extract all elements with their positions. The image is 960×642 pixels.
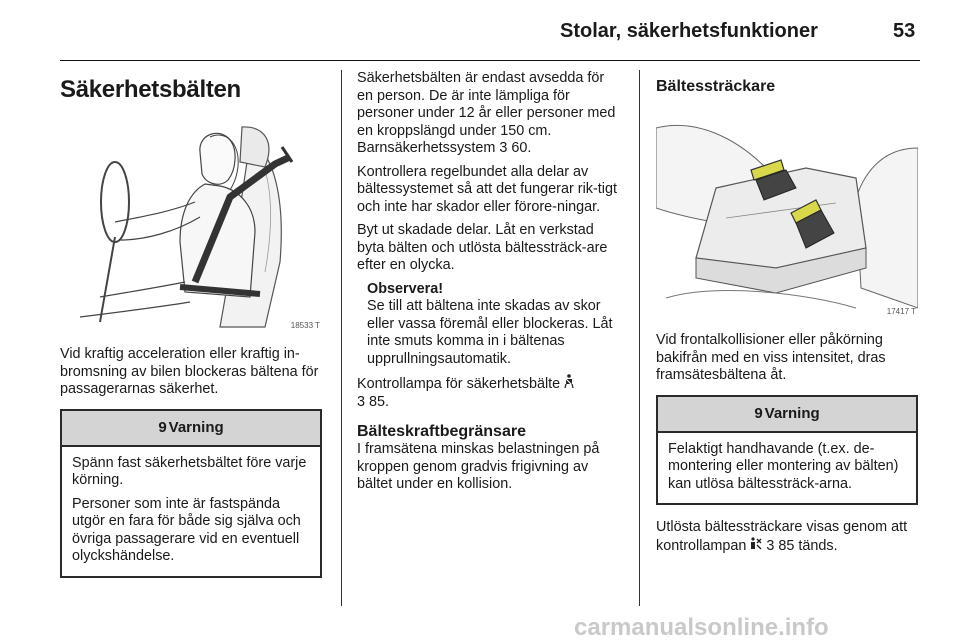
airbag-icon [750, 537, 762, 555]
column-divider-right [639, 70, 640, 606]
belt-buckles-image [656, 108, 918, 318]
warning-paragraph: Spänn fast säkerhetsbältet före varje körning. [72, 454, 307, 488]
body-paragraph [656, 519, 918, 555]
note-block [357, 281, 623, 369]
note-text: Se till att bältena inte skadas av skor eller vassa föremål eller blockeras. Låt inte smuts komma in i bältenas upprullningsautomatik. [367, 298, 613, 367]
warning-title: Varning [168, 418, 224, 436]
warning-body [62, 447, 320, 576]
warning-header [658, 397, 916, 433]
paragraph-text: Kontrollampa för säkerhetsbälte [357, 376, 561, 392]
page-reference: 3 60. [499, 140, 532, 156]
watermark: carmanualsonline.info [574, 614, 829, 641]
middle-column [357, 70, 623, 500]
warning-icon: 9 [158, 418, 167, 436]
subheading: Bältessträckare [656, 78, 776, 95]
figure-id: 18533 T [290, 321, 320, 330]
column-divider-left [341, 70, 342, 606]
header-divider [60, 60, 920, 61]
warning-header [62, 411, 320, 447]
warning-body [658, 433, 916, 504]
body-paragraph: Vid frontalkollisioner eller påkörning bakifrån med en viss intensitet, dras framsätesbältena åt. [656, 332, 886, 383]
paragraph-text: 3 85 tänds. [766, 537, 838, 554]
warning-box [656, 395, 918, 506]
seatbelt-driver-illustration [60, 122, 322, 332]
warning-icon: 9 [754, 404, 763, 422]
paragraph-text: Säkerhetsbälten är endast avsedda för en person. De är inte lämpliga för personer under 12 år eller personer med en kroppslängd under 150 cm. Barnsäkerhetssystem [357, 70, 616, 156]
warning-box [60, 409, 322, 578]
page-number: 53 [893, 20, 916, 42]
warning-paragraph: Felaktigt handhavande (t.ex. de-montering eller montering av bälten) kan utlösa bältessträck-arna. [668, 440, 899, 492]
figure-id: 17417 T [886, 307, 916, 316]
warning-paragraph: Personer som inte är fastspända utgör en fara för både sig själva och övriga passagerare vid en eventuell olyckshändelse. [72, 495, 301, 564]
belt-tensioner-illustration [656, 108, 918, 318]
body-paragraph [357, 70, 623, 158]
left-column [60, 70, 322, 578]
seatbelt-icon [564, 374, 574, 393]
body-paragraph [357, 374, 623, 411]
body-paragraph: Kontrollera regelbundet alla delar av bältessystemet så att det fungerar rik-tigt och inte har skador eller förore-ningar. [357, 163, 617, 215]
warning-title: Varning [764, 404, 820, 422]
driver-wearing-seatbelt-image [60, 122, 322, 332]
body-paragraph: I framsätena minskas belastningen på kroppen genom gradvis frigivning av bältet under en kollision. [357, 441, 600, 492]
section-title: Säkerhetsbälten [60, 76, 241, 103]
body-paragraph: Vid kraftig acceleration eller kraftig in-bromsning av bilen blockeras bältena för passagerarnas säkerhet. [60, 346, 319, 397]
note-label: Observera! [367, 280, 443, 297]
page-reference: 3 85. [357, 393, 390, 410]
page-header-title: Stolar, säkerhetsfunktioner [560, 20, 818, 42]
right-column [656, 70, 918, 561]
subheading: Bälteskraftbegränsare [357, 423, 526, 440]
body-paragraph: Byt ut skadade delar. Låt en verkstad byta bälten och utlösta bältessträck-are efter en olycka. [357, 222, 608, 273]
paragraph-text: Utlösta bältessträckare visas genom att kontrollampan [656, 519, 908, 554]
